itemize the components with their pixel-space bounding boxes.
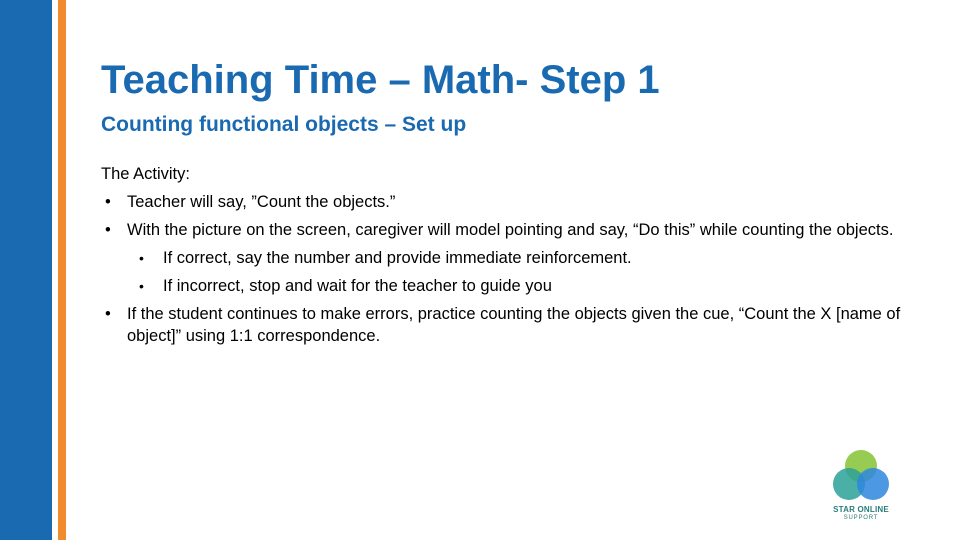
slide-subtitle: Counting functional objects – Set up <box>101 113 467 136</box>
star-online-support-logo <box>826 448 896 528</box>
list-item-text: Teacher will say, ”Count the objects.” <box>127 193 396 211</box>
logo-name: STAR ONLINE <box>833 505 889 514</box>
sub-list-item <box>127 247 911 269</box>
activity-list <box>101 191 911 347</box>
left-accent-bar-blue <box>0 0 52 540</box>
bullet-glyph: • <box>139 278 144 294</box>
left-accent-bar-orange <box>58 0 66 540</box>
bullet-glyph: • <box>139 250 144 266</box>
list-item <box>101 191 911 213</box>
activity-heading: The Activity: <box>101 165 190 183</box>
sub-list-item-text: If incorrect, stop and wait for the teacher to guide you <box>163 277 552 295</box>
sub-list-item-text: If correct, say the number and provide immediate reinforcement. <box>163 249 632 267</box>
list-item-text: With the picture on the screen, caregiver will model pointing and say, “Do this” while counting the objects. <box>127 221 894 239</box>
sub-list <box>127 247 911 297</box>
bullet-glyph: • <box>105 193 111 211</box>
slide-title: Teaching Time – Math- Step 1 <box>101 58 660 102</box>
logo-tagline: SUPPORT <box>843 515 879 521</box>
venn-circles-icon <box>826 448 896 504</box>
bullet-glyph: • <box>105 221 111 239</box>
list-item <box>101 219 911 297</box>
list-item-text: If the student continues to make errors, practice counting the objects given the cue, “Count the X [name of object]” using 1:1 correspondence. <box>127 305 901 345</box>
sub-list-item <box>127 275 911 297</box>
list-item <box>101 303 911 347</box>
slide-body <box>101 163 911 353</box>
bullet-glyph: • <box>105 305 111 323</box>
